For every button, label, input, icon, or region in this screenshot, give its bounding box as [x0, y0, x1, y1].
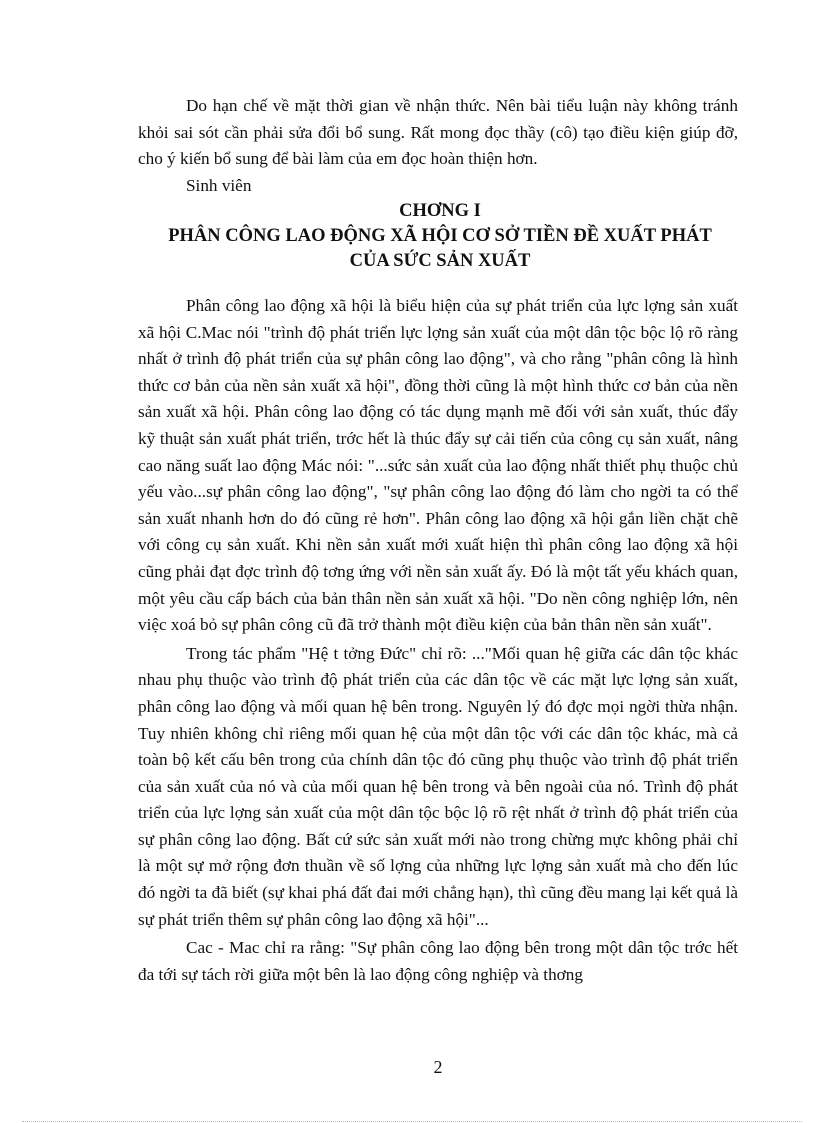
- chapter-heading: [120, 199, 760, 274]
- chapter-body: [138, 293, 738, 990]
- page-number: 2: [433, 1057, 443, 1077]
- page-bottom-rule: [22, 1121, 802, 1122]
- chapter-title-line-2: CỦA SỨC SẢN XUẤT: [349, 251, 531, 271]
- intro-paragraph: Do hạn chế về mặt thời gian về nhận thức. Nên bài tiểu luận này không tránh khỏi sai sót cần phải sửa đổi bổ sung. Rất mong đọc thầy (cô) tạo điều kiện giúp đỡ, cho ý kiến bổ sung để bài làm của em đọc hoàn thiện hơn.: [138, 96, 738, 169]
- chapter-title-line-1: PHÂN CÔNG LAO ĐỘNG XÃ HỘI CƠ SỞ TIỀN ĐỀ XUẤT PHÁT: [168, 226, 712, 246]
- intro-section: [138, 93, 738, 199]
- body-paragraph: Cac - Mac chỉ ra rằng: "Sự phân công lao động bên trong một dân tộc trớc hết đa tới sự tách rời giữa một bên là lao động công nghiệp và thơng: [138, 938, 738, 984]
- signature-label: Sinh viên: [186, 175, 252, 195]
- chapter-number: CHƠNG I: [399, 201, 481, 221]
- body-paragraph: Phân công lao động xã hội là biểu hiện của sự phát triển của lực lợng sản xuất xã hội C.Mac nói "trình độ phát triển lực lợng sản xuất của một dân tộc bộc lộ rõ ràng nhất ở trình độ phát triển của sự phân công lao động", và cho rằng "phân công là hình thức cơ bản của nền sản xuất xã hội", đồng thời cũng là một hình thức cơ bản của nền sản xuất xã hội. Phân công lao động có tác dụng mạnh mẽ đối với sản xuất, thúc đẩy kỹ thuật sản xuất phát triển, trớc hết là thúc đẩy sự cải tiến của công cụ sản xuất, nâng cao năng suất lao động Mác nói: "...sức sản xuất của lao động nhất thiết phụ thuộc chủ yếu vào...sự phân công lao động", "sự phân công lao động đó làm cho ngời ta có thể sản xuất nhanh hơn do đó cũng rẻ hơn". Phân công lao động xã hội gắn liền chặt chẽ với công cụ sản xuất. Khi nền sản xuất mới xuất hiện thì phân công lao động xã hội cũng phải đạt đợc trình độ tơng ứng với nền sản xuất ấy. Đó là một tất yếu khách quan, một yêu cầu cấp bách của bản thân nền sản xuất xã hội. "Do nền công nghiệp lớn, nên việc xoá bỏ sự phân công cũ đã trở thành một điều kiện của bản thân nền sản xuất".: [138, 296, 738, 635]
- body-paragraph: Trong tác phẩm "Hệ t tởng Đức" chỉ rõ: ..."Mối quan hệ giữa các dân tộc khác nhau phụ thuộc vào trình độ phát triển của các dân tộc về các mặt lực lợng sản xuất, phân công lao động và mối quan hệ bên trong. Nguyên lý đó đợc mọi ngời thừa nhận. Tuy nhiên không chỉ riêng mối quan hệ của một dân tộc với các dân tộc khác, mà cả toàn bộ kết cấu bên trong của chính dân tộc đó cũng phụ thuộc vào trình độ phát triển của sản xuất của nó và của mối quan hệ bên trong và bên ngoài của nó. Trình độ phát triển của lực lợng sản xuất của một dân tộc bộc lộ rõ rệt nhất ở trình độ phát triển của sự phân công lao động. Bất cứ sức sản xuất mới nào trong chừng mực không phải chỉ là một sự mở rộng đơn thuần về số lợng của những lực lợng sản xuất mà cho đến lúc đó ngời ta đã biết (sự khai phá đất đai mới chẳng hạn), thì cũng đều mang lại kết quả là sự phát triển thêm sự phân công lao động xã hội"...: [138, 643, 738, 929]
